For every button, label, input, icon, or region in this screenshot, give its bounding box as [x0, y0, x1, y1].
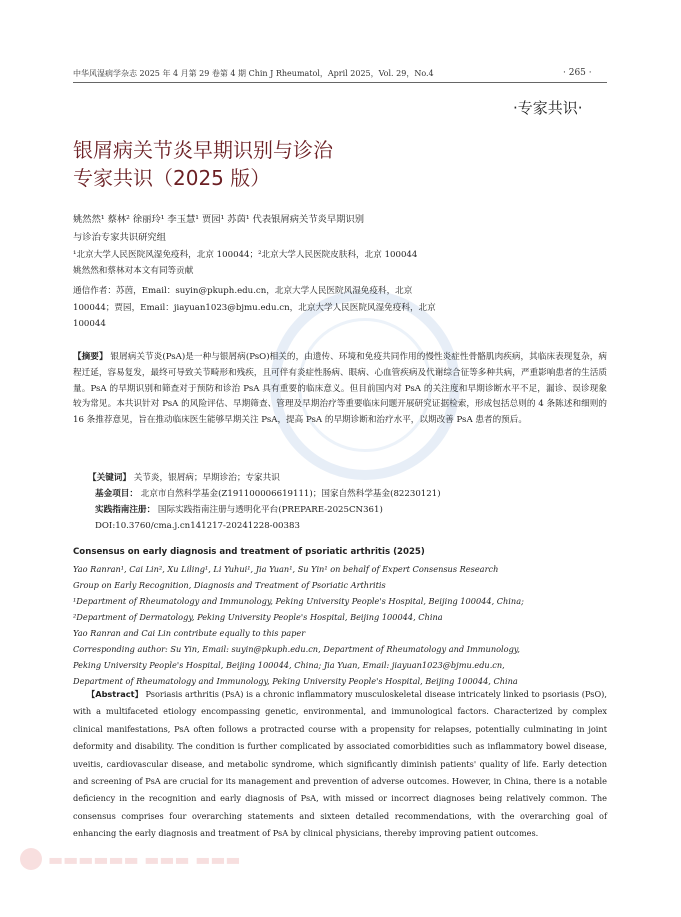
fund-cn [95, 486, 607, 502]
registration-cn [95, 502, 607, 518]
corresponding-en-2: Peking University People's Hospital, Beijing 100044, China; Jia Yuan, Email: jiayuan1023@bjmu.edu.cn, [73, 660, 505, 670]
title-line-1: 银屑病关节炎早期识别与诊治 [73, 138, 333, 162]
keywords-cn [88, 470, 607, 486]
authors-cn-2: 与诊治专家共识研究组 [73, 232, 166, 243]
header-rule [73, 82, 607, 83]
abstract-en [73, 686, 607, 843]
fund-label: 基金项目： [95, 489, 138, 499]
corresponding-cn-2: 100044；贾园，Email：jiayuan1023@bjmu.edu.cn，北京大学人民医院风湿免疫科，北京 [73, 303, 436, 313]
abstract-en-label: 【Abstract】 [87, 689, 143, 699]
title-line-2: 专家共识（2025 版） [73, 166, 271, 190]
affiliation-en-1: ¹Department of Rheumatology and Immunology, Peking University People's Hospital, Beijing 100044, China; [73, 596, 524, 606]
corresponding-en-1: Corresponding author: Su Yin, Email: suyin@pkuph.edu.cn, Department of Rheumatology and Immunology, [73, 644, 520, 654]
equal-contribution-cn: 姚然然和蔡林对本文有同等贡献 [73, 266, 194, 276]
keywords-text: 关节炎，银屑病；早期诊治；专家共识 [133, 473, 280, 483]
equal-contribution-en: Yao Ranran and Cai Lin contribute equally to this paper [73, 628, 306, 638]
article-title-en [73, 545, 607, 561]
corresponding-cn-1: 通信作者：苏茵，Email：suyin@pkuph.edu.cn，北京大学人民医院风湿免疫科，北京 [73, 286, 413, 296]
fund-text: 北京市自然科学基金(Z191100006619111)；国家自然科学基金(82230121) [140, 489, 441, 499]
abstract-en-text: Psoriasis arthritis (PsA) is a chronic inflammatory musculoskeletal disease intricately linked to psoriasis (PsO), with a multifaceted etiology encompassing genetic, environmental, and immunological factors. Characterized by complex clinical manifestations, PsA often follows a protracted course with a propensity for relapses, potentially culminating in joint deformity and disability. The condition is further complicated by associated comorbidities such as inflammatory bowel disease, uveitis, cardiovascular disease, and metabolic syndrome, which significantly diminish patients' quality of life. Early detection and screening of PsA are crucial for its management and prevention of adverse outcomes. However, in China, there is a notable deficiency in the recognition and early diagnosis of PsA, with missed or incorrect diagnoses being relatively common. The consensus comprises four overarching statements and sixteen detailed recommendations, with the overarching goal of enhancing the early diagnosis and treatment of PsA by clinical physicians, thereby improving patient outcomes. [73, 689, 607, 839]
abstract-cn-text: 银屑病关节炎(PsA)是一种与银屑病(PsO)相关的，由遗传、环境和免疫共同作用的慢性炎症性骨骼肌肉疾病，其临床表现复杂，病程迁延，容易复发，最终可导致关节畸形和残疾，且可伴有炎症性肠病、眼病、心血管疾病及代谢综合征等多种共病，严重影响患者的生活质量。PsA 的早期识别和筛查对于预防和诊治 PsA 具有重要的临床意义。但目前国内对 PsA 的关注度和早期诊断水平不足，漏诊、误诊现象较为常见。本共识针对 PsA 的风险评估、早期筛查、管理及早期治疗等重要临床问题开展研究证据检索，形成包括总则的 4 条陈述和细则的 16 条推荐意见，旨在推动临床医生能够早期关注 PsA，提高 PsA 的早期诊断和治疗水平，以期改善 PsA 患者的预后。 [73, 352, 607, 426]
registration-text: 国际实践指南注册与透明化平台(PREPARE-2025CN361) [157, 505, 383, 515]
corresponding-en-3: Department of Rheumatology and Immunology, Peking University People's Hospital, Beijing 100044, China [73, 676, 518, 686]
authors-en-2: Group on Early Recognition, Diagnosis and Treatment of Psoriatic Arthritis [73, 580, 386, 590]
section-label: ·专家共识· [513, 99, 583, 117]
affiliation-cn: ¹北京大学人民医院风湿免疫科，北京 100044；²北京大学人民医院皮肤科，北京 100044 [73, 250, 418, 260]
authors-en-1: Yao Ranran¹, Cai Lin², Xu Liling¹, Li Yuhui¹, Jia Yuan¹, Su Yin¹ on behalf of Expert Consensus Research [73, 564, 499, 574]
corresponding-cn-3: 100044 [73, 319, 106, 329]
registration-label: 实践指南注册： [95, 505, 156, 515]
journal-header: 中华风湿病学杂志 2025 年 4 月第 29 卷第 4 期 Chin J Rheumatol，April 2025，Vol. 29，No.4 [73, 69, 434, 78]
page-number: · 265 · [563, 68, 592, 78]
keywords-label: 【关键词】 [88, 473, 131, 483]
abstract-cn-label: 【摘要】 [73, 352, 108, 362]
title-en-text: Consensus on early diagnosis and treatment of psoriatic arthritis (2025) [73, 547, 425, 557]
abstract-cn [73, 350, 607, 429]
article-title-cn [73, 136, 553, 192]
journal-logo-watermark: ▬▬▬▬▬▬ ▬▬▬ ▬▬▬ [48, 850, 241, 869]
authors-cn-1: 姚然然¹ 蔡林² 徐丽玲¹ 李玉慧¹ 贾园¹ 苏茵¹ 代表银屑病关节炎早期识别 [73, 214, 365, 225]
journal-logo-icon [20, 848, 42, 870]
doi: DOI:10.3760/cma.j.cn141217-20241228-00383 [95, 521, 300, 531]
affiliation-en-2: ²Department of Dermatology, Peking University People's Hospital, Beijing 100044, China [73, 612, 443, 622]
